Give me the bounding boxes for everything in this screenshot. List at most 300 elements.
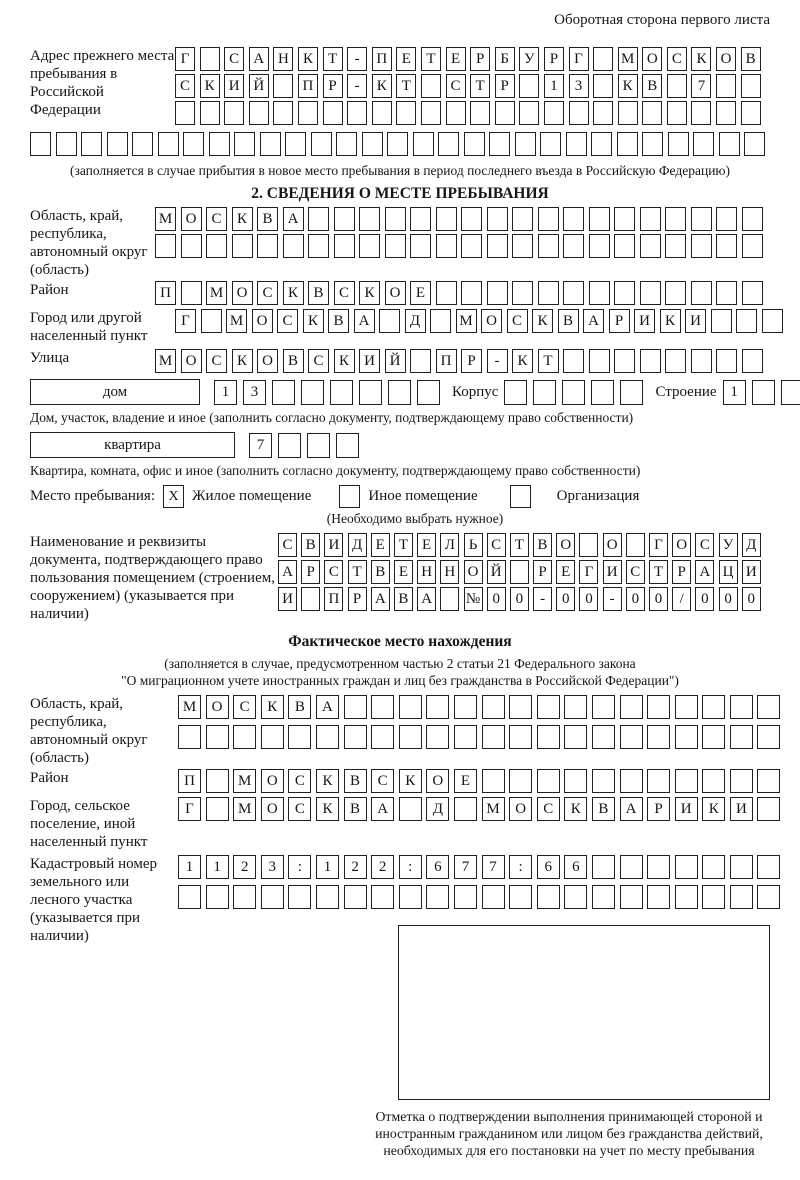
char-box[interactable]: Р bbox=[470, 47, 490, 71]
char-box[interactable]: У bbox=[719, 533, 738, 557]
char-box[interactable]: М bbox=[155, 207, 176, 231]
char-box[interactable] bbox=[301, 587, 320, 611]
char-box[interactable] bbox=[206, 234, 227, 258]
char-box[interactable] bbox=[667, 74, 687, 98]
char-box[interactable] bbox=[702, 769, 725, 793]
char-box[interactable] bbox=[132, 132, 153, 156]
char-box[interactable]: О bbox=[385, 281, 406, 305]
char-box[interactable]: М bbox=[155, 349, 176, 373]
char-box[interactable]: Т bbox=[348, 560, 367, 584]
char-box[interactable] bbox=[716, 281, 737, 305]
char-box[interactable] bbox=[344, 725, 367, 749]
char-box[interactable]: / bbox=[672, 587, 691, 611]
char-box[interactable] bbox=[344, 695, 367, 719]
char-box[interactable] bbox=[426, 695, 449, 719]
char-box[interactable] bbox=[278, 433, 301, 458]
char-box[interactable]: Н bbox=[273, 47, 293, 71]
char-box[interactable]: Т bbox=[649, 560, 668, 584]
char-box[interactable]: П bbox=[155, 281, 176, 305]
char-box[interactable]: Д bbox=[742, 533, 761, 557]
char-box[interactable] bbox=[757, 769, 780, 793]
char-box[interactable] bbox=[614, 234, 635, 258]
char-box[interactable] bbox=[640, 234, 661, 258]
char-box[interactable] bbox=[426, 885, 449, 909]
char-box[interactable]: : bbox=[288, 855, 311, 879]
char-box[interactable] bbox=[487, 234, 508, 258]
char-box[interactable] bbox=[371, 695, 394, 719]
char-box[interactable] bbox=[387, 132, 408, 156]
char-box[interactable]: - bbox=[487, 349, 508, 373]
char-box[interactable] bbox=[436, 234, 457, 258]
char-box[interactable] bbox=[175, 101, 195, 125]
char-box[interactable] bbox=[440, 587, 459, 611]
char-box[interactable] bbox=[512, 281, 533, 305]
char-box[interactable] bbox=[675, 769, 698, 793]
char-box[interactable] bbox=[716, 234, 737, 258]
char-box[interactable] bbox=[742, 349, 763, 373]
char-box[interactable]: П bbox=[298, 74, 318, 98]
char-box[interactable]: А bbox=[695, 560, 714, 584]
char-box[interactable] bbox=[181, 234, 202, 258]
char-box[interactable]: К bbox=[564, 797, 587, 821]
char-box[interactable]: Т bbox=[470, 74, 490, 98]
char-box[interactable]: Д bbox=[426, 797, 449, 821]
char-box[interactable] bbox=[206, 885, 229, 909]
char-box[interactable]: О bbox=[716, 47, 736, 71]
char-box[interactable] bbox=[461, 234, 482, 258]
char-box[interactable] bbox=[224, 101, 244, 125]
char-box[interactable] bbox=[640, 207, 661, 231]
char-box[interactable] bbox=[647, 855, 670, 879]
char-box[interactable]: С bbox=[257, 281, 278, 305]
char-box[interactable]: А bbox=[583, 309, 604, 333]
char-box[interactable]: И bbox=[742, 560, 761, 584]
char-box[interactable] bbox=[30, 132, 51, 156]
char-box[interactable]: К bbox=[691, 47, 711, 71]
char-box[interactable] bbox=[742, 281, 763, 305]
char-box[interactable] bbox=[569, 101, 589, 125]
char-box[interactable] bbox=[563, 207, 584, 231]
char-box[interactable] bbox=[487, 207, 508, 231]
char-box[interactable] bbox=[285, 132, 306, 156]
char-box[interactable]: П bbox=[178, 769, 201, 793]
char-box[interactable]: 6 bbox=[426, 855, 449, 879]
char-box[interactable] bbox=[566, 132, 587, 156]
char-box[interactable]: И bbox=[278, 587, 297, 611]
char-box[interactable]: Е bbox=[556, 560, 575, 584]
char-box[interactable]: Г bbox=[569, 47, 589, 71]
char-box[interactable] bbox=[620, 380, 643, 405]
char-box[interactable]: С bbox=[507, 309, 528, 333]
char-box[interactable]: Н bbox=[417, 560, 436, 584]
char-box[interactable]: С bbox=[371, 769, 394, 793]
char-box[interactable] bbox=[563, 234, 584, 258]
char-box[interactable] bbox=[344, 885, 367, 909]
char-box[interactable]: И bbox=[359, 349, 380, 373]
char-box[interactable]: Р bbox=[533, 560, 552, 584]
char-box[interactable] bbox=[675, 725, 698, 749]
char-box[interactable] bbox=[668, 132, 689, 156]
char-box[interactable] bbox=[461, 207, 482, 231]
char-box[interactable] bbox=[273, 101, 293, 125]
char-box[interactable]: М bbox=[618, 47, 638, 71]
char-box[interactable] bbox=[744, 132, 765, 156]
char-box[interactable] bbox=[719, 132, 740, 156]
char-box[interactable] bbox=[592, 725, 615, 749]
char-box[interactable] bbox=[620, 885, 643, 909]
char-box[interactable]: М bbox=[233, 769, 256, 793]
char-box[interactable]: К bbox=[660, 309, 681, 333]
char-box[interactable] bbox=[482, 725, 505, 749]
char-box[interactable] bbox=[512, 207, 533, 231]
char-box[interactable]: Т bbox=[394, 533, 413, 557]
char-box[interactable] bbox=[283, 234, 304, 258]
char-box[interactable] bbox=[359, 380, 382, 405]
char-box[interactable]: М bbox=[226, 309, 247, 333]
char-box[interactable]: 0 bbox=[719, 587, 738, 611]
char-box[interactable]: А bbox=[283, 207, 304, 231]
char-box[interactable] bbox=[667, 101, 687, 125]
char-box[interactable] bbox=[762, 309, 783, 333]
char-box[interactable]: 1 bbox=[316, 855, 339, 879]
char-box[interactable] bbox=[591, 380, 614, 405]
char-box[interactable]: К bbox=[532, 309, 553, 333]
char-box[interactable] bbox=[362, 132, 383, 156]
char-box[interactable]: А bbox=[316, 695, 339, 719]
char-box[interactable] bbox=[519, 101, 539, 125]
char-box[interactable]: К bbox=[618, 74, 638, 98]
char-box[interactable] bbox=[592, 695, 615, 719]
char-box[interactable]: К bbox=[316, 769, 339, 793]
char-box[interactable]: Т bbox=[510, 533, 529, 557]
char-box[interactable]: 0 bbox=[579, 587, 598, 611]
char-box[interactable] bbox=[261, 725, 284, 749]
char-box[interactable] bbox=[752, 380, 775, 405]
char-box[interactable]: П bbox=[436, 349, 457, 373]
char-box[interactable]: Е bbox=[446, 47, 466, 71]
char-box[interactable] bbox=[647, 695, 670, 719]
char-box[interactable]: Т bbox=[538, 349, 559, 373]
char-box[interactable] bbox=[436, 207, 457, 231]
char-box[interactable] bbox=[563, 281, 584, 305]
char-box[interactable] bbox=[691, 101, 711, 125]
char-box[interactable] bbox=[716, 74, 736, 98]
char-box[interactable]: Е bbox=[371, 533, 390, 557]
char-box[interactable] bbox=[537, 885, 560, 909]
char-box[interactable]: К bbox=[399, 769, 422, 793]
char-box[interactable] bbox=[617, 132, 638, 156]
char-box[interactable]: С bbox=[206, 207, 227, 231]
char-box[interactable] bbox=[81, 132, 102, 156]
char-box[interactable]: А bbox=[620, 797, 643, 821]
char-box[interactable] bbox=[675, 695, 698, 719]
char-box[interactable]: К bbox=[200, 74, 220, 98]
char-box[interactable] bbox=[464, 132, 485, 156]
char-box[interactable]: К bbox=[359, 281, 380, 305]
char-box[interactable]: О bbox=[252, 309, 273, 333]
char-box[interactable]: О bbox=[603, 533, 622, 557]
char-box[interactable]: - bbox=[347, 47, 367, 71]
char-box[interactable] bbox=[482, 769, 505, 793]
checkbox-other-premises[interactable] bbox=[339, 485, 360, 508]
char-box[interactable] bbox=[519, 74, 539, 98]
char-box[interactable]: В bbox=[642, 74, 662, 98]
char-box[interactable]: К bbox=[232, 349, 253, 373]
char-box[interactable] bbox=[614, 281, 635, 305]
char-box[interactable]: В bbox=[328, 309, 349, 333]
char-box[interactable]: Р bbox=[647, 797, 670, 821]
char-box[interactable]: 7 bbox=[691, 74, 711, 98]
char-box[interactable]: А bbox=[417, 587, 436, 611]
char-box[interactable]: 0 bbox=[626, 587, 645, 611]
char-box[interactable] bbox=[399, 797, 422, 821]
char-box[interactable]: 0 bbox=[742, 587, 761, 611]
char-box[interactable] bbox=[430, 309, 451, 333]
char-box[interactable] bbox=[232, 234, 253, 258]
char-box[interactable] bbox=[589, 281, 610, 305]
char-box[interactable]: И bbox=[324, 533, 343, 557]
char-box[interactable] bbox=[593, 101, 613, 125]
char-box[interactable] bbox=[421, 101, 441, 125]
char-box[interactable] bbox=[665, 207, 686, 231]
char-box[interactable] bbox=[579, 533, 598, 557]
char-box[interactable] bbox=[454, 725, 477, 749]
char-box[interactable]: И bbox=[675, 797, 698, 821]
char-box[interactable] bbox=[308, 234, 329, 258]
char-box[interactable] bbox=[716, 349, 737, 373]
char-box[interactable] bbox=[155, 234, 176, 258]
char-box[interactable] bbox=[620, 769, 643, 793]
char-box[interactable]: В bbox=[592, 797, 615, 821]
char-box[interactable]: В bbox=[741, 47, 761, 71]
char-box[interactable] bbox=[538, 281, 559, 305]
char-box[interactable] bbox=[614, 349, 635, 373]
char-box[interactable]: О bbox=[672, 533, 691, 557]
char-box[interactable]: 7 bbox=[454, 855, 477, 879]
char-box[interactable] bbox=[249, 101, 269, 125]
char-box[interactable] bbox=[563, 349, 584, 373]
char-box[interactable] bbox=[446, 101, 466, 125]
char-box[interactable]: О bbox=[642, 47, 662, 71]
char-box[interactable] bbox=[334, 207, 355, 231]
char-box[interactable] bbox=[618, 101, 638, 125]
char-box[interactable]: 7 bbox=[482, 855, 505, 879]
char-box[interactable] bbox=[272, 380, 295, 405]
char-box[interactable]: В bbox=[344, 797, 367, 821]
char-box[interactable] bbox=[675, 855, 698, 879]
char-box[interactable] bbox=[620, 695, 643, 719]
char-box[interactable] bbox=[509, 695, 532, 719]
char-box[interactable] bbox=[591, 132, 612, 156]
char-box[interactable] bbox=[642, 101, 662, 125]
char-box[interactable]: А bbox=[278, 560, 297, 584]
char-box[interactable] bbox=[273, 74, 293, 98]
char-box[interactable]: А bbox=[354, 309, 375, 333]
char-box[interactable]: К bbox=[298, 47, 318, 71]
char-box[interactable] bbox=[537, 769, 560, 793]
char-box[interactable] bbox=[413, 132, 434, 156]
char-box[interactable]: 0 bbox=[649, 587, 668, 611]
char-box[interactable]: К bbox=[232, 207, 253, 231]
char-box[interactable] bbox=[372, 101, 392, 125]
char-box[interactable]: О bbox=[261, 797, 284, 821]
char-box[interactable]: С bbox=[233, 695, 256, 719]
char-box[interactable] bbox=[336, 433, 359, 458]
char-box[interactable]: 2 bbox=[371, 855, 394, 879]
char-box[interactable]: С bbox=[224, 47, 244, 71]
char-box[interactable]: С bbox=[487, 533, 506, 557]
char-box[interactable]: М bbox=[482, 797, 505, 821]
char-box[interactable]: О bbox=[556, 533, 575, 557]
char-box[interactable]: 3 bbox=[261, 855, 284, 879]
char-box[interactable]: Р bbox=[495, 74, 515, 98]
char-box[interactable] bbox=[454, 885, 477, 909]
char-box[interactable]: О bbox=[464, 560, 483, 584]
char-box[interactable] bbox=[757, 695, 780, 719]
char-box[interactable] bbox=[509, 769, 532, 793]
char-box[interactable] bbox=[515, 132, 536, 156]
char-box[interactable]: О bbox=[181, 349, 202, 373]
char-box[interactable] bbox=[200, 47, 220, 71]
char-box[interactable] bbox=[537, 695, 560, 719]
char-box[interactable] bbox=[640, 281, 661, 305]
char-box[interactable] bbox=[336, 132, 357, 156]
char-box[interactable] bbox=[533, 380, 556, 405]
char-box[interactable] bbox=[741, 74, 761, 98]
char-box[interactable]: О bbox=[426, 769, 449, 793]
char-box[interactable] bbox=[399, 695, 422, 719]
char-box[interactable]: 1 bbox=[214, 380, 237, 405]
char-box[interactable]: С bbox=[175, 74, 195, 98]
char-box[interactable]: К bbox=[261, 695, 284, 719]
char-box[interactable]: И bbox=[730, 797, 753, 821]
char-box[interactable]: № bbox=[464, 587, 483, 611]
char-box[interactable] bbox=[736, 309, 757, 333]
char-box[interactable]: 6 bbox=[564, 855, 587, 879]
char-box[interactable] bbox=[379, 309, 400, 333]
char-box[interactable]: Е bbox=[394, 560, 413, 584]
char-box[interactable] bbox=[691, 234, 712, 258]
char-box[interactable] bbox=[233, 725, 256, 749]
char-box[interactable]: А bbox=[371, 797, 394, 821]
char-box[interactable] bbox=[665, 349, 686, 373]
char-box[interactable]: С bbox=[324, 560, 343, 584]
char-box[interactable] bbox=[665, 281, 686, 305]
char-box[interactable] bbox=[564, 695, 587, 719]
char-box[interactable]: К bbox=[283, 281, 304, 305]
char-box[interactable] bbox=[347, 101, 367, 125]
char-box[interactable]: 1 bbox=[178, 855, 201, 879]
char-box[interactable] bbox=[691, 207, 712, 231]
char-box[interactable] bbox=[385, 207, 406, 231]
char-box[interactable]: Г bbox=[579, 560, 598, 584]
char-box[interactable] bbox=[504, 380, 527, 405]
char-box[interactable] bbox=[592, 769, 615, 793]
char-box[interactable] bbox=[371, 725, 394, 749]
char-box[interactable]: 1 bbox=[544, 74, 564, 98]
char-box[interactable] bbox=[589, 234, 610, 258]
char-box[interactable]: 2 bbox=[233, 855, 256, 879]
char-box[interactable] bbox=[482, 695, 505, 719]
char-box[interactable] bbox=[178, 725, 201, 749]
char-box[interactable] bbox=[316, 725, 339, 749]
char-box[interactable] bbox=[107, 132, 128, 156]
char-box[interactable]: Ь bbox=[464, 533, 483, 557]
char-box[interactable]: Е bbox=[396, 47, 416, 71]
char-box[interactable] bbox=[647, 725, 670, 749]
char-box[interactable]: 6 bbox=[537, 855, 560, 879]
char-box[interactable] bbox=[323, 101, 343, 125]
char-box[interactable] bbox=[620, 855, 643, 879]
char-box[interactable]: И bbox=[634, 309, 655, 333]
char-box[interactable]: Р bbox=[301, 560, 320, 584]
char-box[interactable]: С bbox=[278, 533, 297, 557]
char-box[interactable]: - bbox=[533, 587, 552, 611]
char-box[interactable]: И bbox=[224, 74, 244, 98]
char-box[interactable]: К bbox=[702, 797, 725, 821]
char-box[interactable] bbox=[482, 885, 505, 909]
char-box[interactable]: Р bbox=[348, 587, 367, 611]
char-box[interactable] bbox=[757, 725, 780, 749]
char-box[interactable] bbox=[206, 797, 229, 821]
char-box[interactable]: Г bbox=[178, 797, 201, 821]
char-box[interactable] bbox=[298, 101, 318, 125]
char-box[interactable]: П bbox=[372, 47, 392, 71]
char-box[interactable] bbox=[562, 380, 585, 405]
char-box[interactable] bbox=[183, 132, 204, 156]
char-box[interactable]: В bbox=[371, 560, 390, 584]
char-box[interactable]: С bbox=[308, 349, 329, 373]
char-box[interactable] bbox=[757, 797, 780, 821]
char-box[interactable]: А bbox=[371, 587, 390, 611]
char-box[interactable] bbox=[316, 885, 339, 909]
char-box[interactable]: О bbox=[509, 797, 532, 821]
char-box[interactable] bbox=[417, 380, 440, 405]
char-box[interactable] bbox=[589, 349, 610, 373]
char-box[interactable]: С bbox=[277, 309, 298, 333]
char-box[interactable]: К bbox=[303, 309, 324, 333]
char-box[interactable] bbox=[702, 695, 725, 719]
char-box[interactable] bbox=[509, 885, 532, 909]
char-box[interactable] bbox=[540, 132, 561, 156]
char-box[interactable]: С bbox=[537, 797, 560, 821]
char-box[interactable] bbox=[410, 349, 431, 373]
char-box[interactable]: К bbox=[316, 797, 339, 821]
char-box[interactable]: Р bbox=[461, 349, 482, 373]
char-box[interactable] bbox=[288, 885, 311, 909]
char-box[interactable]: С bbox=[334, 281, 355, 305]
char-box[interactable]: Р bbox=[609, 309, 630, 333]
char-box[interactable] bbox=[589, 207, 610, 231]
char-box[interactable] bbox=[564, 769, 587, 793]
char-box[interactable] bbox=[564, 725, 587, 749]
char-box[interactable]: Б bbox=[495, 47, 515, 71]
char-box[interactable]: - bbox=[347, 74, 367, 98]
char-box[interactable] bbox=[538, 207, 559, 231]
char-box[interactable] bbox=[742, 207, 763, 231]
char-box[interactable]: 0 bbox=[556, 587, 575, 611]
char-box[interactable] bbox=[544, 101, 564, 125]
char-box[interactable] bbox=[200, 101, 220, 125]
char-box[interactable] bbox=[396, 101, 416, 125]
char-box[interactable] bbox=[564, 885, 587, 909]
char-box[interactable]: У bbox=[519, 47, 539, 71]
char-box[interactable]: С bbox=[288, 769, 311, 793]
char-box[interactable] bbox=[56, 132, 77, 156]
char-box[interactable] bbox=[702, 885, 725, 909]
char-box[interactable] bbox=[757, 855, 780, 879]
char-box[interactable] bbox=[620, 725, 643, 749]
